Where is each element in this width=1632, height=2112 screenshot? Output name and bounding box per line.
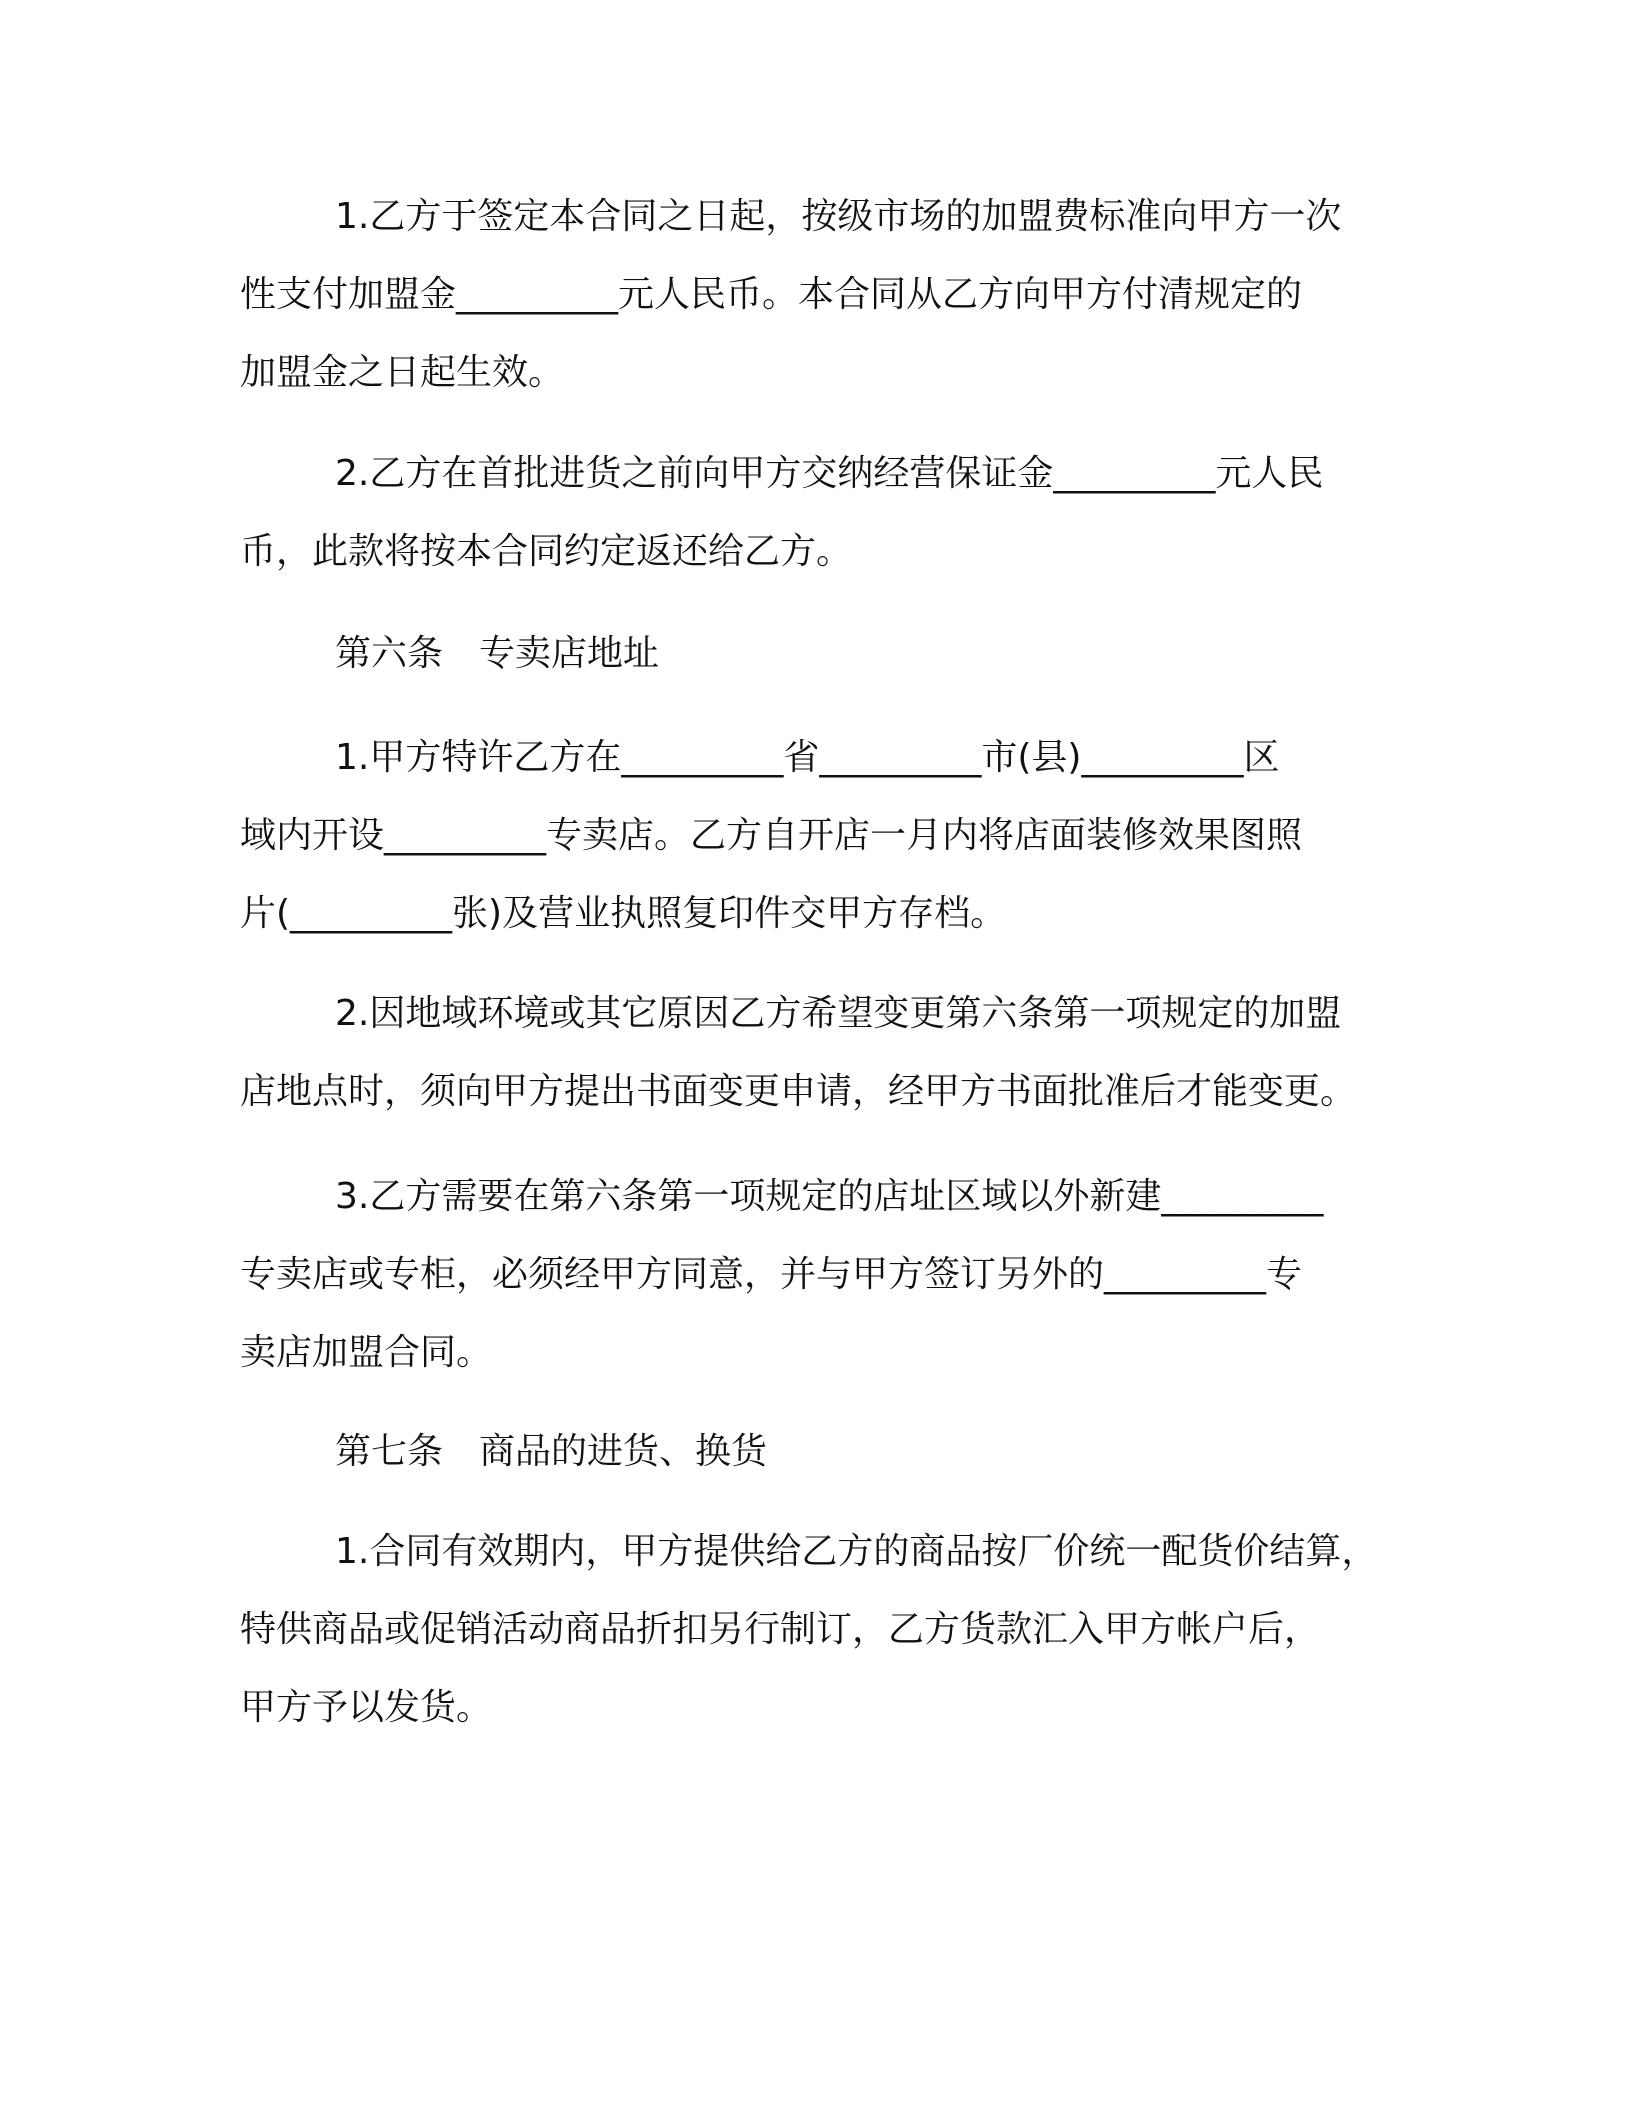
text-line: 甲方予以发货。	[240, 1687, 493, 1728]
text-line: 2.乙方在首批进货之前向甲方交纳经营保证金_________元人民	[335, 453, 1324, 494]
text-line: 卖店加盟合同。	[240, 1332, 493, 1373]
text-line: 加盟金之日起生效。	[240, 352, 565, 393]
text-line: 1.甲方特许乙方在_________省_________市(县)_________区	[335, 737, 1280, 778]
section-heading-text: 第七条 商品的进货、换货	[335, 1431, 768, 1472]
text-line: 域内开设_________专卖店。乙方自开店一月内将店面装修效果图照	[240, 815, 1303, 856]
text-line: 2.因地域环境或其它原因乙方希望变更第六条第一项规定的加盟	[335, 993, 1342, 1034]
text-line: 店地点时，须向甲方提出书面变更申请，经甲方书面批准后才能变更。	[240, 1071, 1357, 1112]
section-heading-text: 第六条 专卖店地址	[335, 633, 660, 674]
text-line: 特供商品或促销活动商品折扣另行制订，乙方货款汇入甲方帐户后，	[240, 1609, 1321, 1650]
text-line: 3.乙方需要在第六条第一项规定的店址区域以外新建_________	[335, 1176, 1324, 1217]
text-line: 币，此款将按本合同约定返还给乙方。	[240, 531, 853, 572]
text-line: 片(_________张)及营业执照复印件交甲方存档。	[240, 893, 1007, 934]
text-line: 性支付加盟金_________元人民币。本合同从乙方向甲方付清规定的	[240, 274, 1303, 315]
text-line: 1.乙方于签定本合同之日起，按级市场的加盟费标准向甲方一次	[335, 196, 1342, 237]
text-line: 专卖店或专柜，必须经甲方同意，并与甲方签订另外的_________专	[240, 1254, 1303, 1295]
text-line: 1.合同有效期内，甲方提供给乙方的商品按厂价统一配货价结算，	[335, 1531, 1378, 1572]
